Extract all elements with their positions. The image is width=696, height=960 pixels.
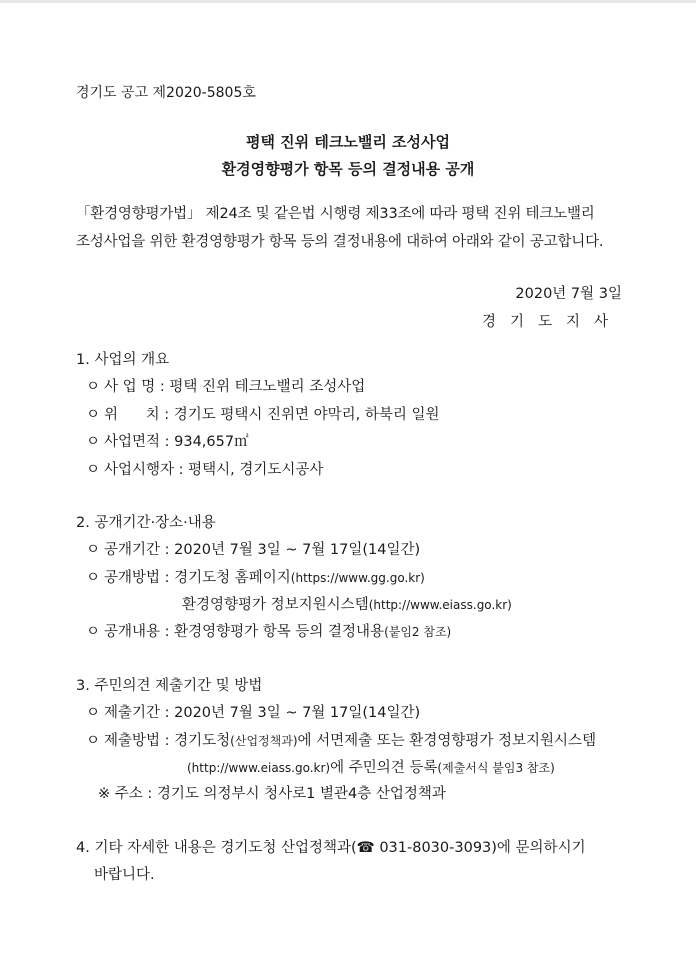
- intro-line-1: 「환경영향평가법」 제24조 및 같은법 시행령 제33조에 따라 평택 진위 테크노밸리: [76, 206, 595, 222]
- list-item: [86, 729, 596, 750]
- list-item-continuation: [182, 593, 512, 614]
- item-text: 공개방법 : 경기도청 홈페이지: [104, 570, 291, 586]
- item-text: 제출기간 : 2020년 7월 3일 ~ 7월 17일(14일간): [104, 705, 421, 721]
- list-item: [86, 566, 425, 587]
- section-4-line-1: [76, 836, 586, 857]
- note-text: (붙임2 참조): [384, 625, 452, 639]
- list-item: [86, 458, 323, 479]
- item-text: 에 주민의견 등록: [330, 760, 438, 776]
- section-3-heading: 3. 주민의견 제출기간 및 방법: [76, 678, 263, 694]
- title-line-1: 평택 진위 테크노밸리 조성사업: [245, 133, 451, 151]
- section-2-heading: 2. 공개기간·장소·내용: [76, 515, 216, 531]
- item-text: 031-8030-3093)에 문의하시기: [374, 840, 586, 856]
- item-text: 사업면적 : 934,657㎡: [104, 434, 249, 450]
- phone-icon: ☎: [356, 840, 375, 856]
- address-note: ※ 주소 : 경기도 의정부시 청사로1 별관4층 산업정책과: [98, 786, 446, 802]
- bullet-icon: ㅇ: [86, 434, 101, 450]
- note-text: (산업정책과): [230, 734, 298, 748]
- url-text: (http://www.eiass.go.kr): [368, 598, 512, 612]
- item-text: 사 업 명 : 평택 진위 테크노밸리 조성사업: [104, 379, 366, 395]
- section-4-line-2: 바랍니다.: [94, 867, 155, 883]
- list-item: [86, 538, 420, 559]
- item-text: 사업시행자 : 평택시, 경기도시공사: [104, 462, 324, 478]
- intro-line-2: 조성사업을 위한 환경영향평가 항목 등의 결정내용에 대하여 아래와 같이 공고합니다.: [76, 234, 604, 250]
- governor-signature: 경기도지사: [481, 314, 622, 330]
- bullet-icon: ㅇ: [86, 542, 101, 558]
- bullet-icon: ㅇ: [86, 407, 101, 423]
- item-text: 제출방법 : 경기도청: [104, 733, 231, 749]
- item-text: 위 치 : 경기도 평택시 진위면 야막리, 하북리 일원: [104, 407, 440, 423]
- list-item: [86, 375, 365, 396]
- bullet-icon: ㅇ: [86, 570, 101, 586]
- list-item: [86, 620, 451, 641]
- bullet-icon: ㅇ: [86, 733, 101, 749]
- title-line-2: 환경영향평가 항목 등의 결정내용 공개: [221, 160, 475, 178]
- bullet-icon: ㅇ: [86, 705, 101, 721]
- bullet-icon: ㅇ: [86, 624, 101, 640]
- section-1-heading: 1. 사업의 개요: [76, 352, 170, 368]
- list-item: [86, 403, 440, 424]
- url-text: (https://www.gg.go.kr): [290, 571, 425, 585]
- item-text: 4. 기타 자세한 내용은 경기도청 산업정책과(: [76, 840, 357, 856]
- item-text: 환경영향평가 정보지원시스템: [182, 597, 369, 613]
- item-text: 공개기간 : 2020년 7월 3일 ~ 7월 17일(14일간): [104, 542, 421, 558]
- top-border: [0, 0, 696, 3]
- item-text: 공개내용 : 환경영향평가 항목 등의 결정내용: [104, 624, 385, 640]
- note-text: (제출서식 붙임3 참조): [437, 761, 555, 775]
- list-item-continuation: [187, 756, 555, 777]
- list-item: [86, 430, 249, 451]
- bullet-icon: ㅇ: [86, 462, 101, 478]
- notice-date: 2020년 7월 3일: [515, 286, 622, 302]
- notice-number: 경기도 공고 제2020-5805호: [76, 85, 256, 101]
- url-text: (http://www.eiass.go.kr): [187, 761, 331, 775]
- bullet-icon: ㅇ: [86, 379, 101, 395]
- item-text: 에 서면제출 또는 환경영향평가 정보지원시스템: [297, 733, 597, 749]
- list-item: [86, 701, 420, 722]
